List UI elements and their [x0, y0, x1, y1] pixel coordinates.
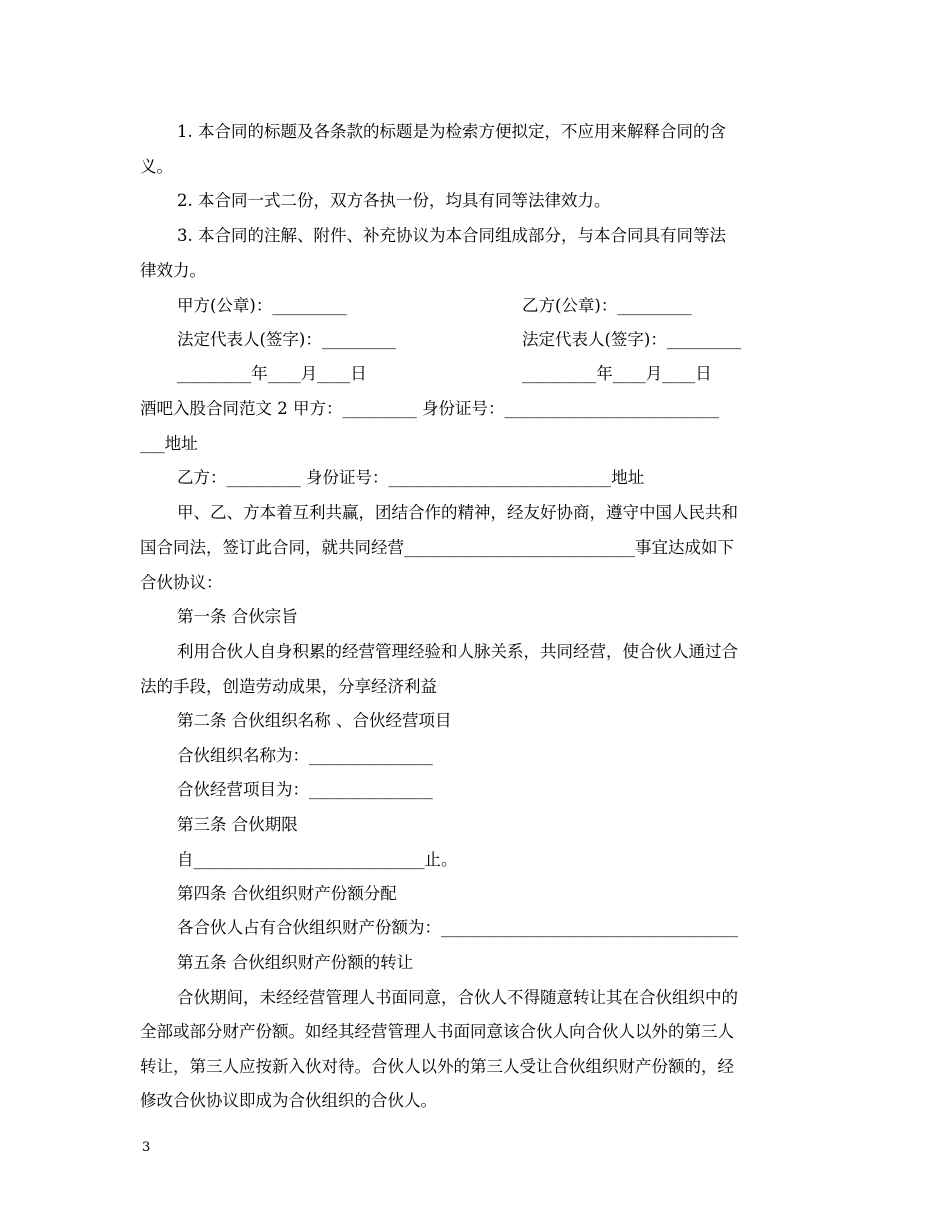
article-1-text-1: 利用合伙人自身积累的经营管理经验和人脉关系，共同经营，使合伙人通过合 — [177, 642, 738, 661]
article-4-heading: 第四条 合伙组织财产份额分配 — [177, 884, 397, 903]
page-number: 3 — [142, 1140, 151, 1155]
party-b-date: _________年____月____日 — [522, 364, 712, 383]
intro-line-3: 合伙协议： — [140, 573, 223, 592]
article-2-heading: 第二条 合伙组织名称 、合伙经营项目 — [177, 711, 452, 730]
clause-3-line-2: 律效力。 — [140, 261, 206, 280]
party-a-seal: 甲方(公章)：_________ — [177, 296, 347, 315]
article-5-heading: 第五条 合伙组织财产份额的转让 — [177, 953, 414, 972]
party-a-date: _________年____月____日 — [177, 364, 367, 383]
address-line: ___地址 — [140, 434, 198, 453]
term-line: 自____________________________止。 — [177, 850, 458, 869]
party-b-representative: 法定代表人(签字)：_________ — [522, 330, 742, 349]
article-5-text-1: 合伙期间，未经经营管理人书面同意，合伙人不得随意转让其在合伙组织中的 — [177, 988, 738, 1007]
property-share-line: 各合伙人占有合伙组织财产份额为：____________________________________ — [177, 918, 738, 937]
party-b-id-line: 乙方：_________ 身份证号：___________________________地址 — [177, 468, 645, 487]
party-a-representative: 法定代表人(签字)：_________ — [177, 330, 397, 349]
clause-3-line-1: 3. 本合同的注解、附件、补充协议为本合同组成部分，与本合同具有同等法 — [177, 226, 726, 245]
article-1-heading: 第一条 合伙宗旨 — [177, 607, 298, 626]
clause-2-line: 2. 本合同一式二份，双方各执一份，均具有同等法律效力。 — [177, 191, 611, 210]
article-5-text-4: 修改合伙协议即成为合伙组织的合伙人。 — [140, 1091, 437, 1110]
intro-line-1: 甲、乙、方本着互利共赢，团结合作的精神，经友好协商，遵守中国人民共和 — [177, 503, 738, 522]
clause-1-line-1: 1. 本合同的标题及各条款的标题是为检索方便拟定，不应用来解释合同的含 — [177, 122, 726, 141]
section-title-line: 酒吧入股合同范文 2 甲方：_________ 身份证号：__________________________ — [140, 399, 719, 418]
organization-name-line: 合伙组织名称为：_______________ — [177, 746, 433, 765]
business-project-line: 合伙经营项目为：_______________ — [177, 780, 433, 799]
article-5-text-3: 转让，第三人应按新入伙对待。合伙人以外的第三人受让合伙组织财产份额的，经 — [140, 1057, 734, 1076]
article-3-heading: 第三条 合伙期限 — [177, 815, 298, 834]
clause-1-line-2: 义。 — [140, 157, 173, 176]
party-b-seal: 乙方(公章)：_________ — [522, 296, 692, 315]
intro-line-2: 国合同法，签订此合同，就共同经营____________________________事宜达成如下 — [140, 538, 734, 557]
article-1-text-2: 法的手段，创造劳动成果，分享经济利益 — [140, 677, 437, 696]
article-5-text-2: 全部或部分财产份额。如经其经营管理人书面同意该合伙人向合伙人以外的第三人 — [140, 1022, 734, 1041]
